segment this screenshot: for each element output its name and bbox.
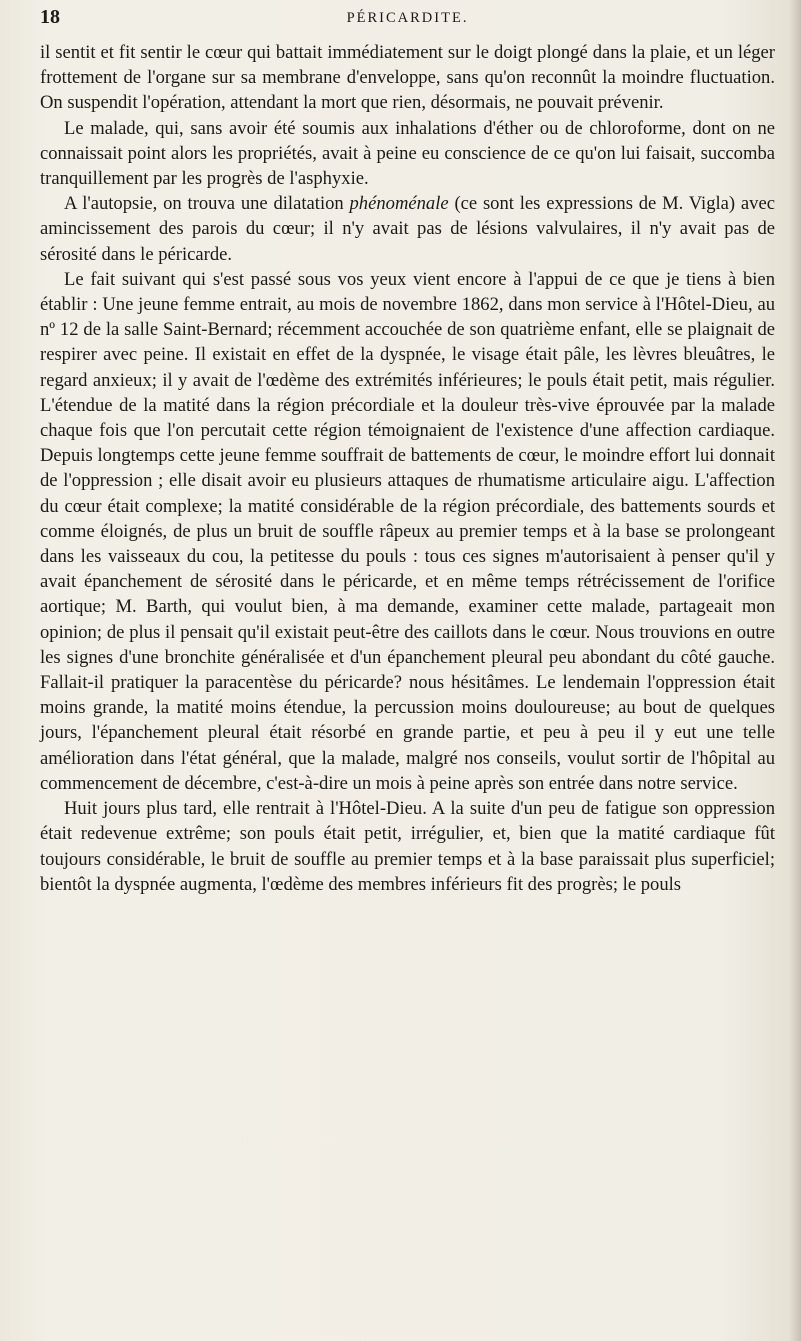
paragraph-2: Le malade, qui, sans avoir été soumis aux inhalations d'éther ou de chloroforme, dont on ne connaissait point alors les propriétés, avait à peine eu conscience de ce qu'on lui faisait, succomba tranquillement par les progrès de l'asphyxie. [40,117,775,190]
paragraph-3 [40,191,775,267]
paragraph-4: Le fait suivant qui s'est passé sous vos yeux vient encore à l'appui de ce que je tiens à bien établir : Une jeune femme entrait, au mois de novembre 1862, dans mon service à l'Hôtel-Dieu, au nº 12 de la salle Saint-Bernard; récemment accouchée de son quatrième enfant, elle se plaignait de respirer avec peine. Il existait en effet de la dyspnée, le visage était pâle, les lèvres bleuâtres, le regard anxieux; il y avait de l'œdème des extrémités inférieures; le pouls était petit, mais régulier. L'étendue de la matité dans la région précordiale et la douleur très-vive éprouvée par la malade chaque fois que l'on percutait cette région témoignaient de l'existence d'une affection cardiaque. Depuis longtemps cette jeune femme souffrait de battements de cœur, le moindre effort lui donnait de l'oppression ; elle disait avoir eu plusieurs attaques de rhumatisme articulaire aigu. L'affection du cœur était complexe; la matité considérable de la région précordiale, des battements sourds et comme éloignés, de plus un bruit de souffle râpeux au premier temps et à la base se prolongeant dans les vaisseaux du cou, la petitesse du pouls : tous ces signes m'autorisaient à penser qu'il y avait épanchement de sérosité dans le péricarde, et en même temps rétrécissement de l'orifice aortique; M. Barth, qui voulut bien, à ma demande, examiner cette malade, partageait mon opinion; de plus il pensait qu'il existait peut-être des caillots dans le cœur. Nous trouvions en outre les signes d'une bronchite généralisée et d'un épanchement pleural peu abondant du côté gauche. Fallait-il pratiquer la paracentèse du péricarde? nous hésitâmes. Le lendemain l'oppression était moins grande, la matité moins étendue, la percussion moins douloureuse; au bout de quelques jours, l'épanchement pleural était résorbé en grande partie, et peu à peu il y eut une telle amélioration dans l'état général, que la malade, malgré nos conseils, voulut sortir de l'hôpital au commencement de décembre, c'est-à-dire un mois à peine après son entrée dans notre service. [40,268,775,794]
emphasized-word: phénoménale [349,193,449,215]
page-header [40,6,775,32]
paragraph-5: Huit jours plus tard, elle rentrait à l'Hôtel-Dieu. A la suite d'un peu de fatigue son oppression était redevenue extrême; son pouls était petit, irrégulier, et, bien que la matité cardiaque fût toujours considérable, le bruit de souffle au premier temps et à la base paraissait plus superficiel; bientôt la dyspnée augmenta, l'œdème des membres inférieurs fit des progrès; le pouls [40,798,775,895]
paragraph-1: il sentit et fit sentir le cœur qui battait immédiatement sur le doigt plongé dans la plaie, et un léger frottement de l'organe sur sa membrane d'enveloppe, sans qu'on reconnût la moindre fluctuation. On suspendit l'opération, attendant la mort que rien, désormais, ne pouvait prévenir. [40,42,775,114]
page-edge-shadow [789,0,801,1341]
paragraph-3-start: A l'autopsie, on trouva une dilatation [64,193,350,215]
body-text [40,40,775,897]
page-number: 18 [40,6,60,28]
running-title: PÉRICARDITE. [346,10,469,26]
paragraph-3-end: (ce sont les expressions de M. Vigla) avec amincissement des parois du cœur; il n'y avait pas de lésions valvulaires, il n'y avait pas de sérosité dans le péricarde. [40,193,775,265]
